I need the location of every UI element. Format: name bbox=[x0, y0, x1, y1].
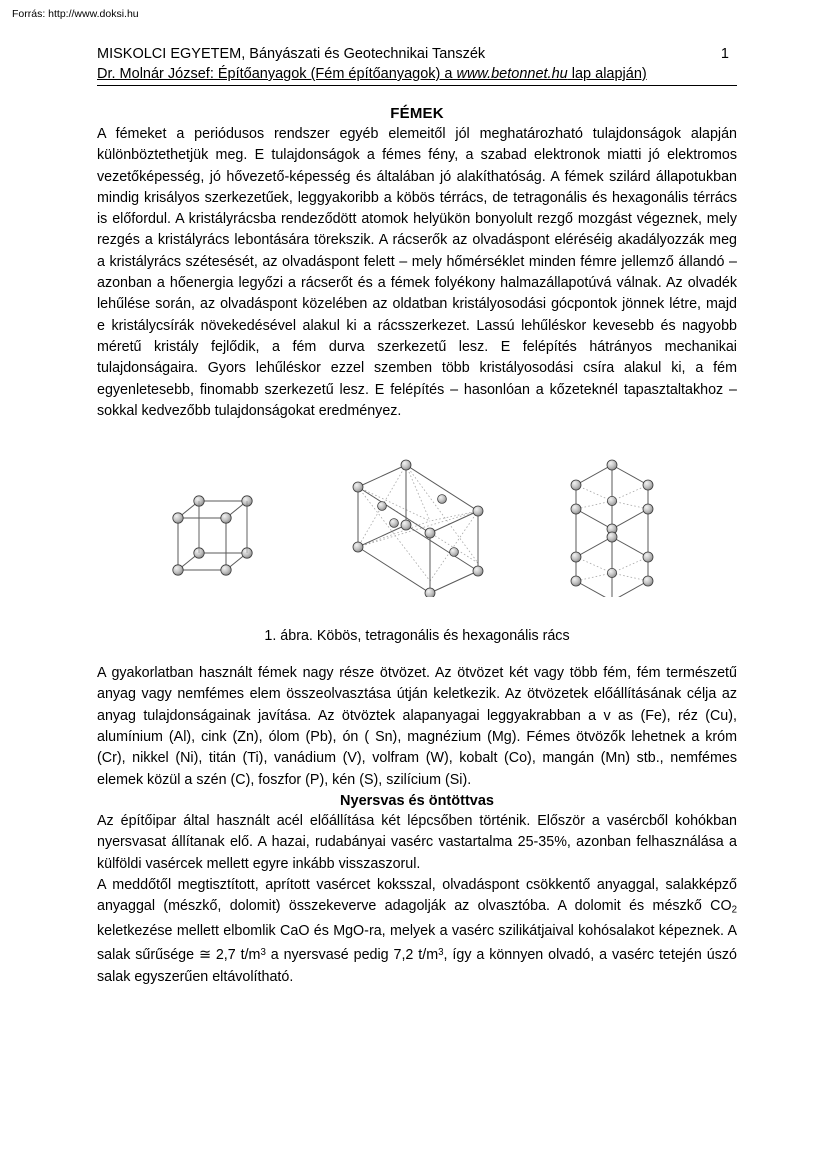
header-page-number: 1 bbox=[720, 46, 729, 62]
running-header bbox=[97, 44, 737, 86]
hexagonal-lattice bbox=[546, 451, 678, 602]
header-author-suffix: lap alapján) bbox=[567, 66, 647, 82]
cubic-metre-exponent-pigiron: 3 bbox=[438, 947, 444, 959]
figure-1-images bbox=[97, 452, 737, 602]
slag-text-part-2: keletkezése mellett elbomlik CaO és MgO-ra, melyek a vasérc szilikátjaival kohósalakot képeznek. A salak sűrűsége ≅ 2,7 t/m bbox=[97, 923, 737, 964]
tetragonal-lattice bbox=[330, 451, 502, 602]
figure-1 bbox=[97, 452, 737, 647]
source-watermark: Forrás: http://www.doksi.hu bbox=[12, 8, 139, 20]
slag-text-part-3: a nyersvasé pedig 7,2 t/m bbox=[265, 947, 439, 964]
paragraph-slag bbox=[97, 875, 737, 988]
header-line-institution bbox=[97, 44, 737, 64]
header-author-prefix: Dr. Molnár József: Építőanyagok (Fém építőanyagok) a bbox=[97, 66, 457, 82]
cubic-metre-exponent-slag: 3 bbox=[260, 947, 266, 959]
paragraph-alloys: A gyakorlatban használt fémek nagy része ötvözet. Az ötvözet két vagy több fém, fém természetű anyag vagy nemfémes elem összeolvasztása útján keletkezik. Az ötvözetek előállításának célja az anyag tulajdonságainak javítása. Az ötvöztek alapanyagai leggyakrabban a v as (Fe), réz (Cu), alumínium (Al), cink (Zn), ólom (Pb), ón ( Sn), magnézium (Mg). Fémes ötvözők lehetnek a króm (Cr), nikkel (Ni), titán (Ti), vanádium (V), volfram (W), kobalt (Co), mangán (Mn) stb., nemfémes elemek közül a szén (C), foszfor (P), kén (S), szilícium (Si). bbox=[97, 665, 737, 788]
header-line-author bbox=[97, 64, 737, 86]
co2-subscript: 2 bbox=[731, 904, 737, 916]
paragraph-steel-intro: Az építőipar által használt acél előállítása két lépcsőben történik. Először a vasércből kohókban nyersvasat állítanak elő. A hazai, rudabányai vasérc vastartalma 25-35%, azonban felhasználása a külföldi vasércek mellett egyre inkább visszaszorul. bbox=[97, 812, 737, 872]
slag-text-part-4: , így a könnyen olvadó, a vasérc tetején úszó salak egyszerűen eltávolítható. bbox=[97, 947, 737, 985]
page-title: FÉMEK bbox=[390, 105, 444, 122]
paragraph-intro: A fémeket a periódusos rendszer egyéb elemeitől jól meghatározható tulajdonságok alapján különböztethetjük meg. E tulajdonságok a fémes fény, a szabad elektronok miatti jó elektromos vezetőképesség, jó hővezető-képesség és általában jó alakíthatóság. A fémek szilárd állapotukban mindig krisályos szerkezetűek, leggyakoribb a köbös térrács, de tetragonális és hexagonális térrács is előfordul. A kristályrácsba rendeződött atomok helyükön bonyolult rezgő mozgást végeznek, mely rezgés a kristályrács lebontására törekszik. A rácserők az olvadáspont eléréséig akadályozzák meg a kristályrács szétesését, az olvadáspont felett – mely hőmérséklet minden fémre jellemző állandó – azonban a hőenergia legyőzi a rácserőt és a fémek folyékony halmazállapotúvá válnak. Az olvadék lehűlése során, az olvadáspont közelében az oldatban kristályosodási gócpontok jönnek létre, majd e kristálycsírák növekedésével alakul ki a rácsszerkezet. Lassú lehűléskor kevesebb és nagyobb méretű kristály fejlődik, a fém durva szerkezetű lesz. E felépítés hátrányos mechanikai tulajdonságaira. Gyors lehűléskor ezzel szemben több kristályosodási csíra alakul ki, a fém egyenletesebb, finomabb szerkezetű lesz. E felépítés – hasonlóan a kőzeteknél tapasztaltakhoz – sokkal kedvezőbb tulajdonságokat eredményez. bbox=[97, 126, 737, 419]
document-page bbox=[97, 44, 737, 988]
slag-text-part-1: A meddőtől megtisztított, aprított vasércet koksszal, olvadáspont csökkentő anyaggal, salakképző anyaggal (mészkő, dolomit) összekeverve adagolják az olvasztóba. A dolomit és mészkő CO bbox=[97, 876, 737, 915]
header-author-site[interactable]: www.betonnet.hu bbox=[456, 66, 568, 82]
figure-1-caption: 1. ábra. Köbös, tetragonális és hexagonális rács bbox=[264, 628, 570, 645]
section-heading-nyersvas: Nyersvas és öntöttvas bbox=[340, 792, 494, 809]
header-institution: MISKOLCI EGYETEM, Bányászati és Geotechnikai Tanszék bbox=[97, 46, 486, 62]
cubic-lattice bbox=[156, 465, 286, 602]
